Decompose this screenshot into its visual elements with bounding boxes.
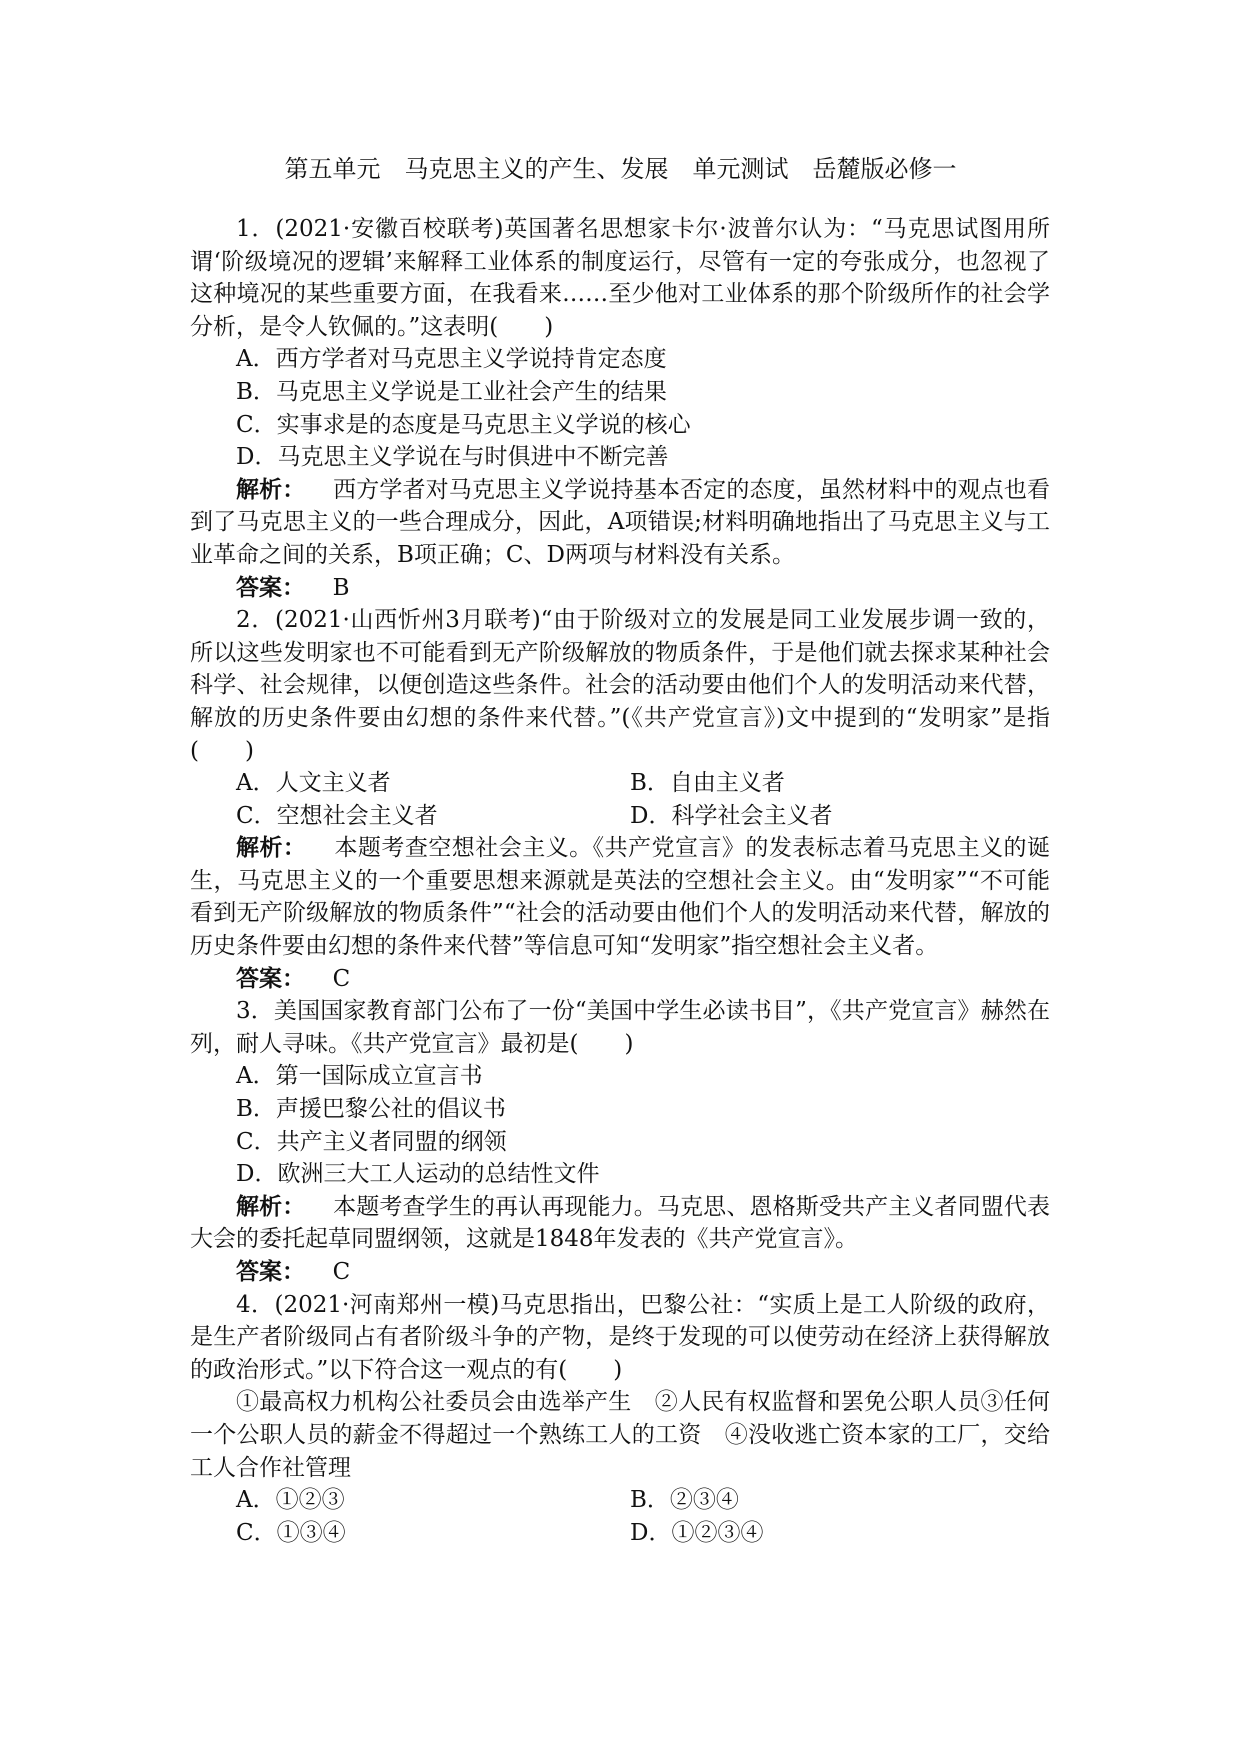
question-1-option-a: A．西方学者对马克思主义学说持肯定态度	[236, 346, 667, 373]
question-1-answer-value: B	[332, 574, 350, 601]
question-4-statements: ①最高权力机构公社委员会由选举产生 ②人民有权监督和罢免公职人员③任何一个公职人员的薪金不得超过一个熟练工人的工资 ④没收逃亡资本家的工厂，交给工人合作社管理	[190, 1389, 1050, 1481]
question-3-answer-value: C	[332, 1259, 351, 1285]
question-1-option-c: C．实事求是的态度是马克思主义学说的核心	[236, 411, 691, 438]
question-3-analysis	[190, 1191, 1050, 1256]
document-title: 第五单元 马克思主义的产生、发展 单元测试 岳麓版必修一	[284, 155, 957, 183]
question-3-option-c: C．共产主义者同盟的纲领	[236, 1128, 507, 1155]
question-3-option-b: B．声援巴黎公社的倡议书	[236, 1096, 506, 1123]
analysis-label: 解析：	[236, 476, 306, 503]
question-2-option-a: A．人文主义者	[236, 770, 391, 797]
answer-label: 答案：	[236, 574, 305, 601]
question-1-option-d: D．马克思主义学说在与时俱进中不断完善	[236, 444, 669, 471]
question-3-stem: 3．美国国家教育部门公布了一份“美国中学生必读书目”，《共产党宣言》赫然在列，耐人寻味。《共产党宣言》最初是( )	[190, 998, 1050, 1057]
question-2-answer-value: C	[332, 965, 351, 992]
analysis-label: 解析：	[236, 835, 307, 862]
question-3-option-a: A．第一国际成立宣言书	[236, 1063, 483, 1090]
question-2-analysis-text: 本题考查空想社会主义。《共产党宣言》的发表标志着马克思主义的诞生，马克思主义的一个重要思想来源就是英法的空想社会主义。由“发明家”“不可能看到无产阶级解放的物质条件”“社会的活动要由他们个人的发明活动来代替，解放的历史条件要由幻想的条件来代替”等信息可知“发明家”指空想社会主义者。	[190, 835, 1051, 960]
question-1-analysis-text: 西方学者对马克思主义学说持基本否定的态度，虽然材料中的观点也看到了马克思主义的一些合理成分，因此，A项错误;材料明确地指出了马克思主义与工业革命之间的关系，B项正确；C、D两项与材料没有关系。	[190, 476, 1051, 568]
question-1-analysis	[190, 474, 1050, 572]
question-1-stem: 1．(2021·安徽百校联考)英国著名思想家卡尔·波普尔认为：“马克思试图用所谓‘阶级境况的逻辑’来解释工业体系的制度运行，尽管有一定的夸张成分，也忽视了这种境况的某些重要方面，在我看来……至少他对工业体系的那个阶级所作的社会学分析，是令人钦佩的。”这表明( )	[190, 216, 1050, 340]
question-3-option-d: D．欧洲三大工人运动的总结性文件	[236, 1161, 600, 1188]
question-4-option-b: B．②③④	[630, 1487, 739, 1514]
answer-label: 答案：	[236, 965, 305, 992]
question-2-stem: 2．(2021·山西忻州3月联考)“由于阶级对立的发展是同工业发展步调一致的，所以这些发明家也不可能看到无产阶级解放的物质条件，于是他们就去探求某种社会科学、社会规律，以便创造这些条件。社会的活动要由他们个人的发明活动来代替，解放的历史条件要由幻想的条件来代替。”(《共产党宣言》)文中提到的“发明家”是指 ( )	[190, 607, 1073, 764]
question-4-option-c: C．①③④	[236, 1519, 346, 1546]
document-body	[190, 213, 1073, 1549]
question-1-option-b: B．马克思主义学说是工业社会产生的结果	[236, 378, 667, 405]
analysis-label: 解析：	[236, 1193, 306, 1220]
question-2-answer	[190, 963, 1050, 996]
question-4-stem: 4．(2021·河南郑州一模)马克思指出，巴黎公社：“实质上是工人阶级的政府，是生产者阶级同占有者阶级斗争的产物，是终于发现的可以使劳动在经济上获得解放的政治形式。”以下符合这一观点的有( )	[190, 1291, 1050, 1383]
question-4-options	[190, 1484, 1050, 1549]
question-2-option-c: C．空想社会主义者	[236, 802, 438, 829]
question-2-option-d: D．科学社会主义者	[630, 802, 833, 829]
question-2-analysis	[190, 832, 1050, 962]
question-4-option-d: D．①②③④	[630, 1519, 764, 1546]
question-3-analysis-text: 本题考查学生的再认再现能力。马克思、恩格斯受共产主义者同盟代表大会的委托起草同盟纲领，这就是1848年发表的《共产党宣言》。	[190, 1193, 1051, 1253]
question-2-options	[190, 767, 1050, 832]
question-1-answer	[190, 572, 1050, 605]
question-4-option-a: A．①②③	[236, 1487, 345, 1514]
question-3-answer	[190, 1256, 1050, 1289]
question-2-option-b: B．自由主义者	[630, 770, 785, 797]
answer-label: 答案：	[236, 1259, 305, 1285]
